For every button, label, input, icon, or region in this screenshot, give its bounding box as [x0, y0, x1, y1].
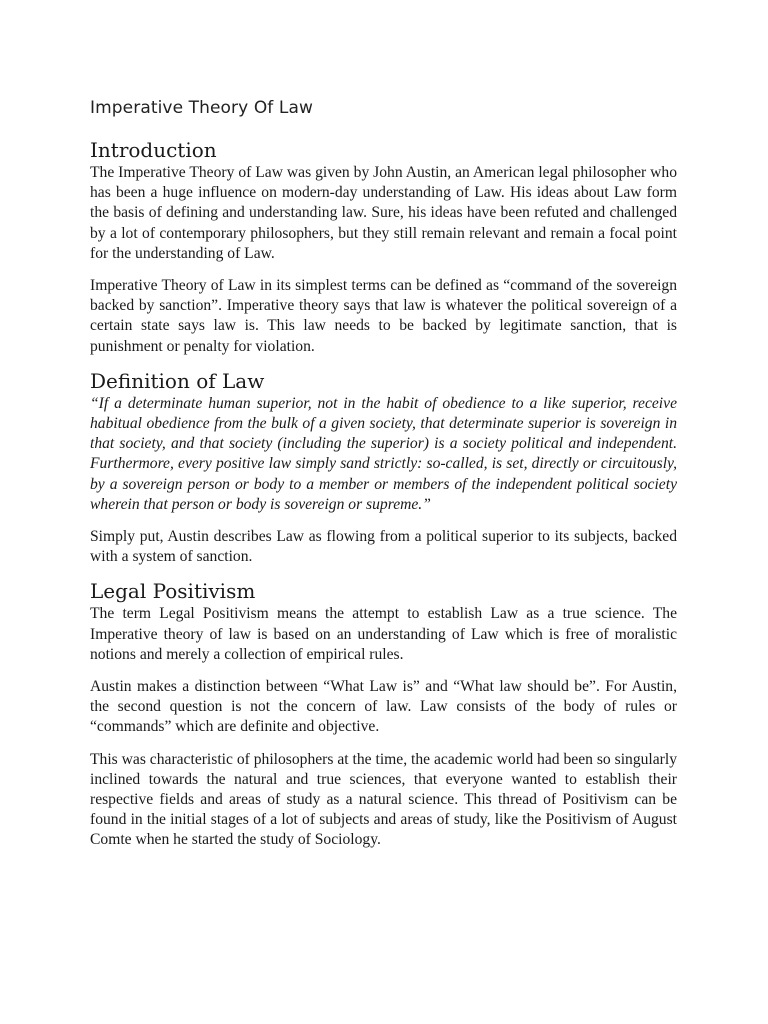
quote-paragraph: “If a determinate human superior, not in the habit of obedience to a like superior, receive habitual obedience from the bulk of a given society, that determinate superior is sovereign in that society, and that society (including the superior) is a society political and independent. Furthermore, every positive law simply sand strictly: so-called, is set, directly or circuitously, by a sovereign person or body to a member or members of the independent political society wherein that person or body is sovereign or supreme.” — [90, 394, 677, 513]
paragraph: Imperative Theory of Law in its simplest terms can be defined as “command of the sovereign backed by sanction”. Imperative theory says that law is whatever the political sovereign of a certain state says law is. This law needs to be backed by legitimate sanction, that is punishment or penalty for violation. — [90, 277, 677, 355]
section-heading-introduction: Introduction — [90, 138, 217, 162]
paragraph: Simply put, Austin describes Law as flowing from a political superior to its subjects, backed with a system of sanction. — [90, 528, 677, 566]
section-heading-legal-positivism: Legal Positivism — [90, 579, 256, 604]
section-introduction — [90, 138, 677, 357]
section-definition-of-law — [90, 369, 677, 568]
section-legal-positivism — [90, 579, 677, 850]
document-page — [90, 96, 677, 863]
paragraph: The term Legal Positivism means the attempt to establish Law as a true science. The Imperative theory of law is based on an understanding of Law which is free of moralistic notions and merely a collection of empirical rules. — [90, 605, 677, 663]
paragraph: Austin makes a distinction between “What Law is” and “What law should be”. For Austin, the second question is not the concern of law. Law consists of the body of rules or “commands” which are definite and objective. — [90, 678, 677, 736]
paragraph: The Imperative Theory of Law was given by John Austin, an American legal philosopher who has been a huge influence on modern-day understanding of Law. His ideas about Law form the basis of defining and understanding law. Sure, his ideas have been refuted and challenged by a lot of contemporary philosophers, but they still remain relevant and remain a focal point for the understanding of Law. — [90, 164, 677, 262]
document-title: Imperative Theory Of Law — [90, 98, 313, 118]
section-heading-definition-of-law: Definition of Law — [90, 368, 265, 393]
paragraph: This was characteristic of philosophers at the time, the academic world had been so singularly inclined towards the natural and true sciences, that everyone wanted to establish their respective fields and areas of study as a natural science. This thread of Positivism can be found in the initial stages of a lot of subjects and areas of study, like the Positivism of August Comte when he started the study of Sociology. — [90, 750, 677, 849]
